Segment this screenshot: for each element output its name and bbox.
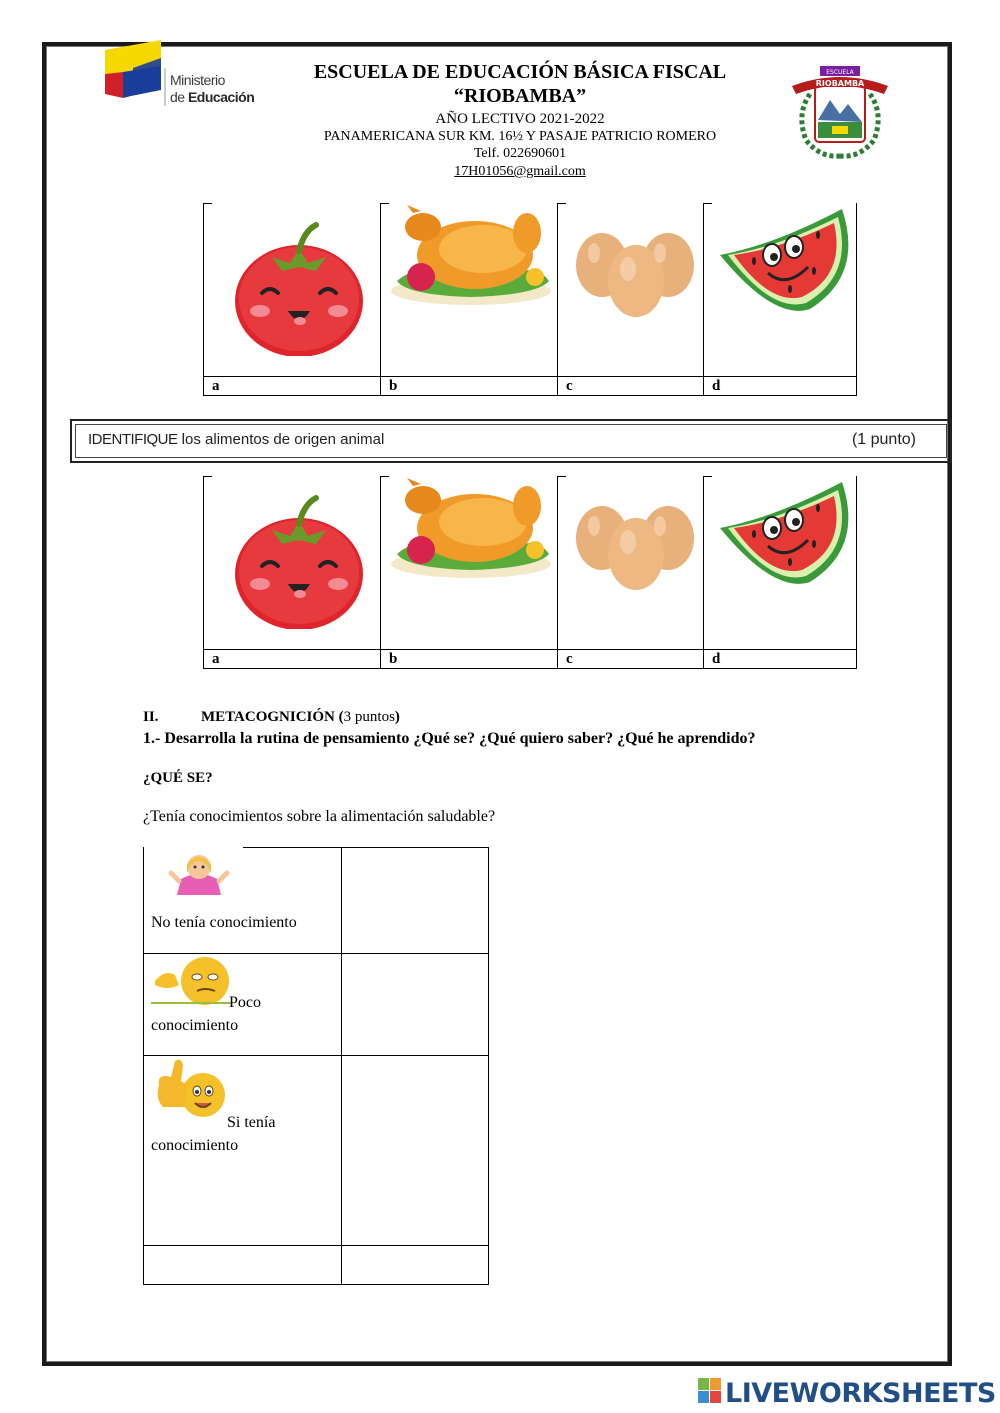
- section-2-title: [143, 709, 400, 726]
- option-no-knowledge: No tenía conocimiento: [151, 914, 297, 931]
- food-choice-c[interactable]: [557, 476, 703, 669]
- school-year: AÑO LECTIVO 2021-2022: [435, 111, 605, 127]
- identify-box: [70, 419, 952, 463]
- food-table-1: [203, 203, 857, 396]
- food-choice-label-b: b: [381, 649, 557, 669]
- section-2-points: 3 puntos: [343, 709, 395, 725]
- option-yes-b: conocimiento: [151, 1137, 239, 1154]
- school-crest: [790, 64, 890, 160]
- school-header: [230, 60, 810, 181]
- food-choice-b[interactable]: [380, 476, 557, 669]
- option-yes-knowledge: [151, 1111, 275, 1157]
- food-cell-d: [703, 203, 857, 396]
- tomato-icon: [232, 494, 367, 629]
- liveworksheets-logo-icon: [698, 1378, 722, 1404]
- option-little-b: conocimiento: [151, 1017, 239, 1034]
- knowledge-table: [143, 847, 489, 1285]
- school-email[interactable]: 17H01056@gmail.com: [454, 164, 586, 179]
- food-label-c: c: [558, 376, 703, 396]
- ministry-line2-bold: Educación: [187, 89, 255, 105]
- identify-rest: los alimentos de origen animal: [177, 431, 385, 448]
- option-yes-a: Si tenía: [227, 1114, 276, 1131]
- food-choice-a[interactable]: [203, 476, 380, 669]
- answer-cell-1[interactable]: [342, 848, 487, 952]
- food-cell-b: [380, 203, 557, 396]
- option-little-a: Poco: [229, 994, 261, 1011]
- liveworksheets-watermark: LIVEWORKSHEETS: [725, 1378, 996, 1409]
- food-table-2: [203, 476, 857, 669]
- section-2-paren-open: (: [334, 709, 344, 725]
- eggs-icon: [572, 225, 696, 321]
- food-label-d: d: [704, 376, 856, 396]
- food-label-b: b: [381, 376, 557, 396]
- section-2-number: II.: [143, 709, 159, 725]
- section-2-name: METACOGNICIÓN: [201, 709, 335, 725]
- ministry-line2-prefix: de: [170, 89, 188, 105]
- thumbs-up-emoji-icon: [151, 1055, 231, 1119]
- food-label-a: a: [204, 376, 380, 396]
- crest-top-text: ESCUELA: [826, 69, 854, 76]
- roast-chicken-icon: [387, 203, 555, 308]
- watermelon-icon: [714, 478, 856, 590]
- eggs-icon: [572, 498, 696, 594]
- tomato-icon: [232, 221, 367, 356]
- shrug-person-icon: [167, 851, 231, 895]
- food-choice-label-c: c: [558, 649, 703, 669]
- school-name: “RIOBAMBA”: [453, 85, 587, 107]
- option-little-knowledge: [151, 991, 261, 1037]
- food-cell-a: [203, 203, 380, 396]
- identify-keyword: IDENTIFIQUE: [88, 431, 178, 448]
- food-choice-label-d: d: [704, 649, 856, 669]
- que-se-heading: ¿QUÉ SE?: [143, 770, 213, 786]
- school-title: ESCUELA DE EDUCACIÓN BÁSICA FISCAL: [313, 61, 727, 83]
- identify-instruction: [88, 431, 384, 448]
- answer-cell-4[interactable]: [342, 1246, 487, 1283]
- school-phone: Telf. 022690601: [473, 146, 567, 161]
- answer-cell-3[interactable]: [342, 1056, 487, 1244]
- answer-cell-2[interactable]: [342, 954, 487, 1054]
- crest-name: RIOBAMBA: [815, 79, 865, 88]
- identify-points: (1 punto): [851, 431, 916, 448]
- food-choice-label-a: a: [204, 649, 380, 669]
- section-2-paren-close: ): [394, 709, 400, 725]
- school-address: PANAMERICANA SUR KM. 16½ Y PASAJE PATRICIO ROMERO: [323, 129, 717, 144]
- food-choice-d[interactable]: [703, 476, 857, 669]
- roast-chicken-icon: [387, 476, 555, 581]
- food-cell-c: [557, 203, 703, 396]
- question-1: 1.- Desarrolla la rutina de pensamiento ¿Qué se? ¿Qué quiero saber? ¿Qué he aprendido?: [143, 730, 756, 747]
- knowledge-prompt: ¿Tenía conocimientos sobre la alimentación saludable?: [143, 808, 496, 825]
- watermelon-icon: [714, 205, 856, 317]
- ministry-line1: Ministerio: [170, 72, 225, 88]
